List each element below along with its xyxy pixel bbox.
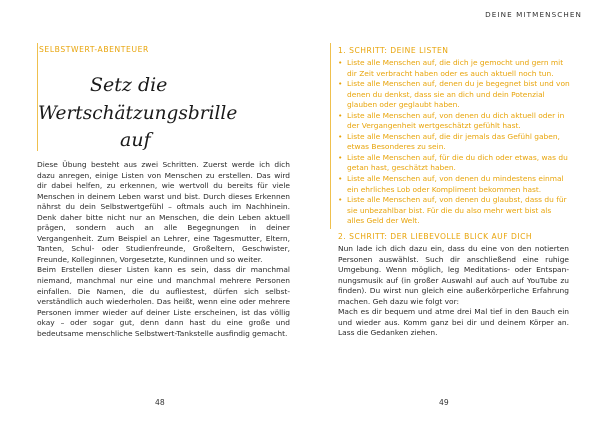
- script-title: [38, 61, 290, 153]
- list-item: • Liste alle Menschen auf, von denen du glaubst, dass du für sie unbezahlbar bist. Für die du also mehr wert bist als alles Geld der Welt.: [338, 195, 570, 227]
- step1-box: [330, 43, 569, 229]
- right-paragraph-2: Mach es dir bequem und atme drei Mal tief in den Bauch ein und wieder aus. Komm ganz bei dir und deinem Körper an. Lass die Gedanken ziehen.: [338, 307, 569, 338]
- list-item: • Liste alle Menschen auf, denen du je begegnet bist und von denen du denkst, dass sie an dich und dein Potenzial glauben oder geglaubt haben.: [338, 79, 570, 111]
- left-paragraph-1: Diese Übung besteht aus zwei Schritten. Zuerst werde ich dich dazu anregen, einige Listen von Menschen zu erstellen. Das wird dir dabei helfen, zu erkennen, wie wertvoll du bereits für viele Menschen in deinem Leben warst und bist. Durch dieses Erkennen nährst du dein Selbstwertgefühl – oftmals auch im Nachhinein. Denk daher bitte nicht nur an Menschen, die dein Leben aktuell prägen, sondern auch an alle Begegnungen in deiner Vergangenheit. Zum Beispiel an Lehrer, eine Tagesmutter, Eltern, Tanten, Schul- oder Studienfreunde, Großeltern, Geschwister, Freunde, Kolleginnen, Vorgesetzte, Kundinnen und so weiter.: [37, 160, 290, 264]
- title-line-3: auf: [120, 129, 151, 151]
- step1-heading: 1. SCHRITT: DEINE LISTEN: [338, 46, 449, 55]
- running-head: DEINE MITMENSCHEN: [485, 10, 582, 19]
- left-title-box: [37, 43, 290, 151]
- right-paragraph-1: Nun lade ich dich dazu ein, dass du eine von den notierten Personen auswählst. Such dir anschließend eine ruhige Umgebung. Wenn möglich, leg Meditations- oder Entspannungsmusik auf (in großer Auswahl auf auch auf YouTube zu finden). Du wirst nun gleich eine außerkörperliche Erfahrung machen. Geh dazu wie folgt vor:: [338, 244, 569, 306]
- title-line-1: Setz die: [90, 74, 168, 96]
- list-item: • Liste alle Menschen auf, für die du dich oder etwas, was du getan hast, geschätzt haben.: [338, 153, 570, 174]
- left-body: [37, 160, 290, 339]
- step2-heading: 2. SCHRITT: DER LIEBEVOLLE BLICK AUF DICH: [338, 232, 533, 241]
- right-body: [338, 244, 569, 339]
- list-item: • Liste alle Menschen auf, die dir jemals das Gefühl gaben, etwas Besonderes zu sein.: [338, 132, 570, 153]
- page-number-left: 48: [155, 398, 165, 407]
- list-item: • Liste alle Menschen auf, von denen du mindestens einmal ein ehrliches Lob oder Kompliment bekommen hast.: [338, 174, 570, 195]
- list-item: • Liste alle Menschen auf, von denen du dich aktuell oder in der Vergangenheit wertgeschätzt gefühlt hast.: [338, 111, 570, 132]
- title-line-2: Wertschätzungsbrille: [38, 103, 238, 124]
- list-item: • Liste alle Menschen auf, die dich je gemocht und gern mit dir Zeit verbracht haben oder es auch aktuell noch tun.: [338, 58, 570, 79]
- left-paragraph-2: Beim Erstellen dieser Listen kann es sein, dass dir manchmal niemand, manchmal nur eine und manchmal mehrere Personen einfallen. Die Namen, die du aufliestest, dürfen sich selbstverständlich auch wiederholen. Das heißt, wenn eine oder mehrere Personen immer wieder auf deiner Liste erscheinen, ist das völlig okay – oder sogar gut, denn dann hast du eine große und bedeutsame menschliche Selbstwert-Tankstelle ausfindig gemacht.: [37, 265, 290, 338]
- page-number-right: 49: [439, 398, 449, 407]
- step1-list: [338, 58, 570, 227]
- section-label: SELBSTWERT-ABENTEUER: [39, 45, 149, 54]
